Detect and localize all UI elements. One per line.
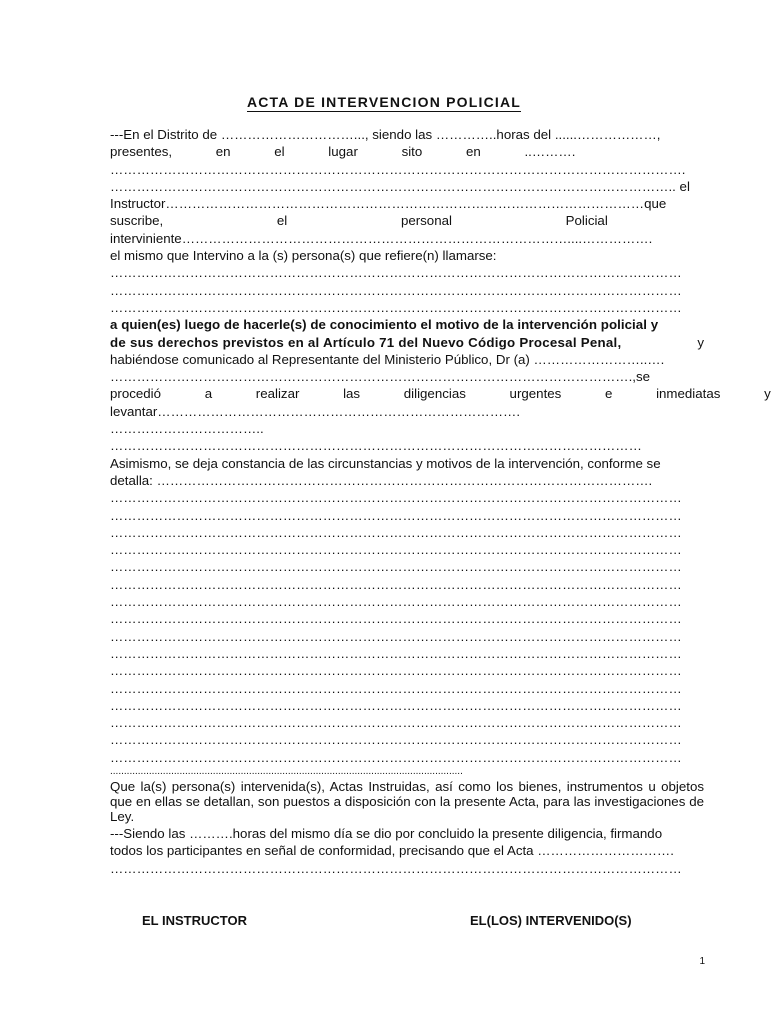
text-line: ………………………………………………………………………………………………………………… xyxy=(110,299,682,315)
text-line: ………………………………………………………………………………………………………………… xyxy=(110,282,682,298)
page-number: 1 xyxy=(699,956,705,967)
signature-intervenido-label: EL(LOS) INTERVENIDO(S) xyxy=(470,913,632,928)
dotted-line: ………………………………………………………………………………………………………………… xyxy=(110,645,682,661)
dotted-line: ………………………………………………………………………………………………………………… xyxy=(110,524,682,540)
dotted-line: ............................................................................................................................... xyxy=(110,765,463,777)
dotted-line: ………………………………………………………………………………………………………………… xyxy=(110,732,682,748)
dotted-line: ………………………………………………………………………………………………………………… xyxy=(110,680,682,696)
text-line: procedió a realizar las diligencias urgentes e inmediatas y xyxy=(110,386,771,402)
dotted-line: ………………………………………………………………………………………………………………… xyxy=(110,559,682,575)
bold-text-line: a quien(es) luego de hacerle(s) de conocimiento el motivo de la intervención policial y xyxy=(110,317,659,333)
text-line: Instructor………………………………………………………………………………………………que xyxy=(110,196,667,212)
dotted-line: ………………………………………………………………………………………………………………… xyxy=(110,490,682,506)
text-line: ---En el Distrito de …………………………..., siendo las …………..horas del ......………………, xyxy=(110,127,661,142)
text-line: interviniente……………………………………………………………………………....……………. xyxy=(110,230,653,246)
text-line: ---Siendo las ……….horas del mismo día se dio por concluido la presente diligencia, firmando xyxy=(110,825,663,841)
text-line: habiéndose comunicado al Representante del Ministerio Público, Dr (a) ……………………..…. xyxy=(110,351,665,367)
text-line: presentes, en el lugar sito en ..………. xyxy=(110,144,576,160)
document-body xyxy=(110,126,771,877)
text-line: ……………………………………………………………………………………………………………….. el xyxy=(110,178,690,194)
signature-instructor-label: EL INSTRUCTOR xyxy=(142,913,247,928)
bold-text-line-row xyxy=(110,334,704,351)
text-line: ………………………………………………………………………………………………………………… xyxy=(110,265,682,281)
text-line: ………………………………………………………………………………………………………… xyxy=(110,438,642,454)
text-line: levantar………………………………………………………………………. xyxy=(110,403,521,419)
text-line: el mismo que Intervino a la (s) persona(s) que refiere(n) llamarse: xyxy=(110,248,497,264)
text-line: Asimismo, se deja constancia de las circunstancias y motivos de la intervención, conforme se xyxy=(110,455,661,471)
document-title: ACTA DE INTERVENCION POLICIAL xyxy=(246,94,522,110)
dotted-line: ………………………………………………………………………………………………………………… xyxy=(110,860,682,876)
dotted-line: ………………………………………………………………………………………………………………… xyxy=(110,628,682,644)
text-line: todos los participantes en señal de conformidad, precisando que el Acta …………………………. xyxy=(110,843,674,859)
dotted-line: ………………………………………………………………………………………………………………… xyxy=(110,594,682,610)
dotted-line: ………………………………………………………………………………………………………………… xyxy=(110,749,682,765)
dotted-line: ………………………………………………………………………………………………………………… xyxy=(110,715,682,731)
dotted-line: ………………………………………………………………………………………………………………… xyxy=(110,542,682,558)
text-fragment: y xyxy=(697,334,704,350)
text-line: detalla: …………………………………………………………………………………………………. xyxy=(110,472,653,488)
text-paragraph: Que la(s) persona(s) intervenida(s), Actas Instruidas, así como los bienes, instrumentos u objetos que en ellas se detallan, son puestos a disposición con la presente Acta, para las investigaciones de Ley. xyxy=(110,778,704,824)
text-line: ……………………………………………………………………………………………………….,se xyxy=(110,369,651,385)
text-line: …………………………….. xyxy=(110,421,264,437)
dotted-line: ………………………………………………………………………………………………………………… xyxy=(110,611,682,627)
dotted-line: ………………………………………………………………………………………………………………… xyxy=(110,663,682,679)
dotted-line: ………………………………………………………………………………………………………………… xyxy=(110,507,682,523)
dotted-line: ………………………………………………………………………………………………………………… xyxy=(110,576,682,592)
bold-text-line: de sus derechos previstos en al Artículo 71 del Nuevo Código Procesal Penal, xyxy=(110,334,622,350)
text-line: suscribe, el personal Policial xyxy=(110,213,608,229)
dotted-line: ………………………………………………………………………………………………………………… xyxy=(110,697,682,713)
text-line: …………………………………………………………………………………………………………………. xyxy=(110,161,686,177)
